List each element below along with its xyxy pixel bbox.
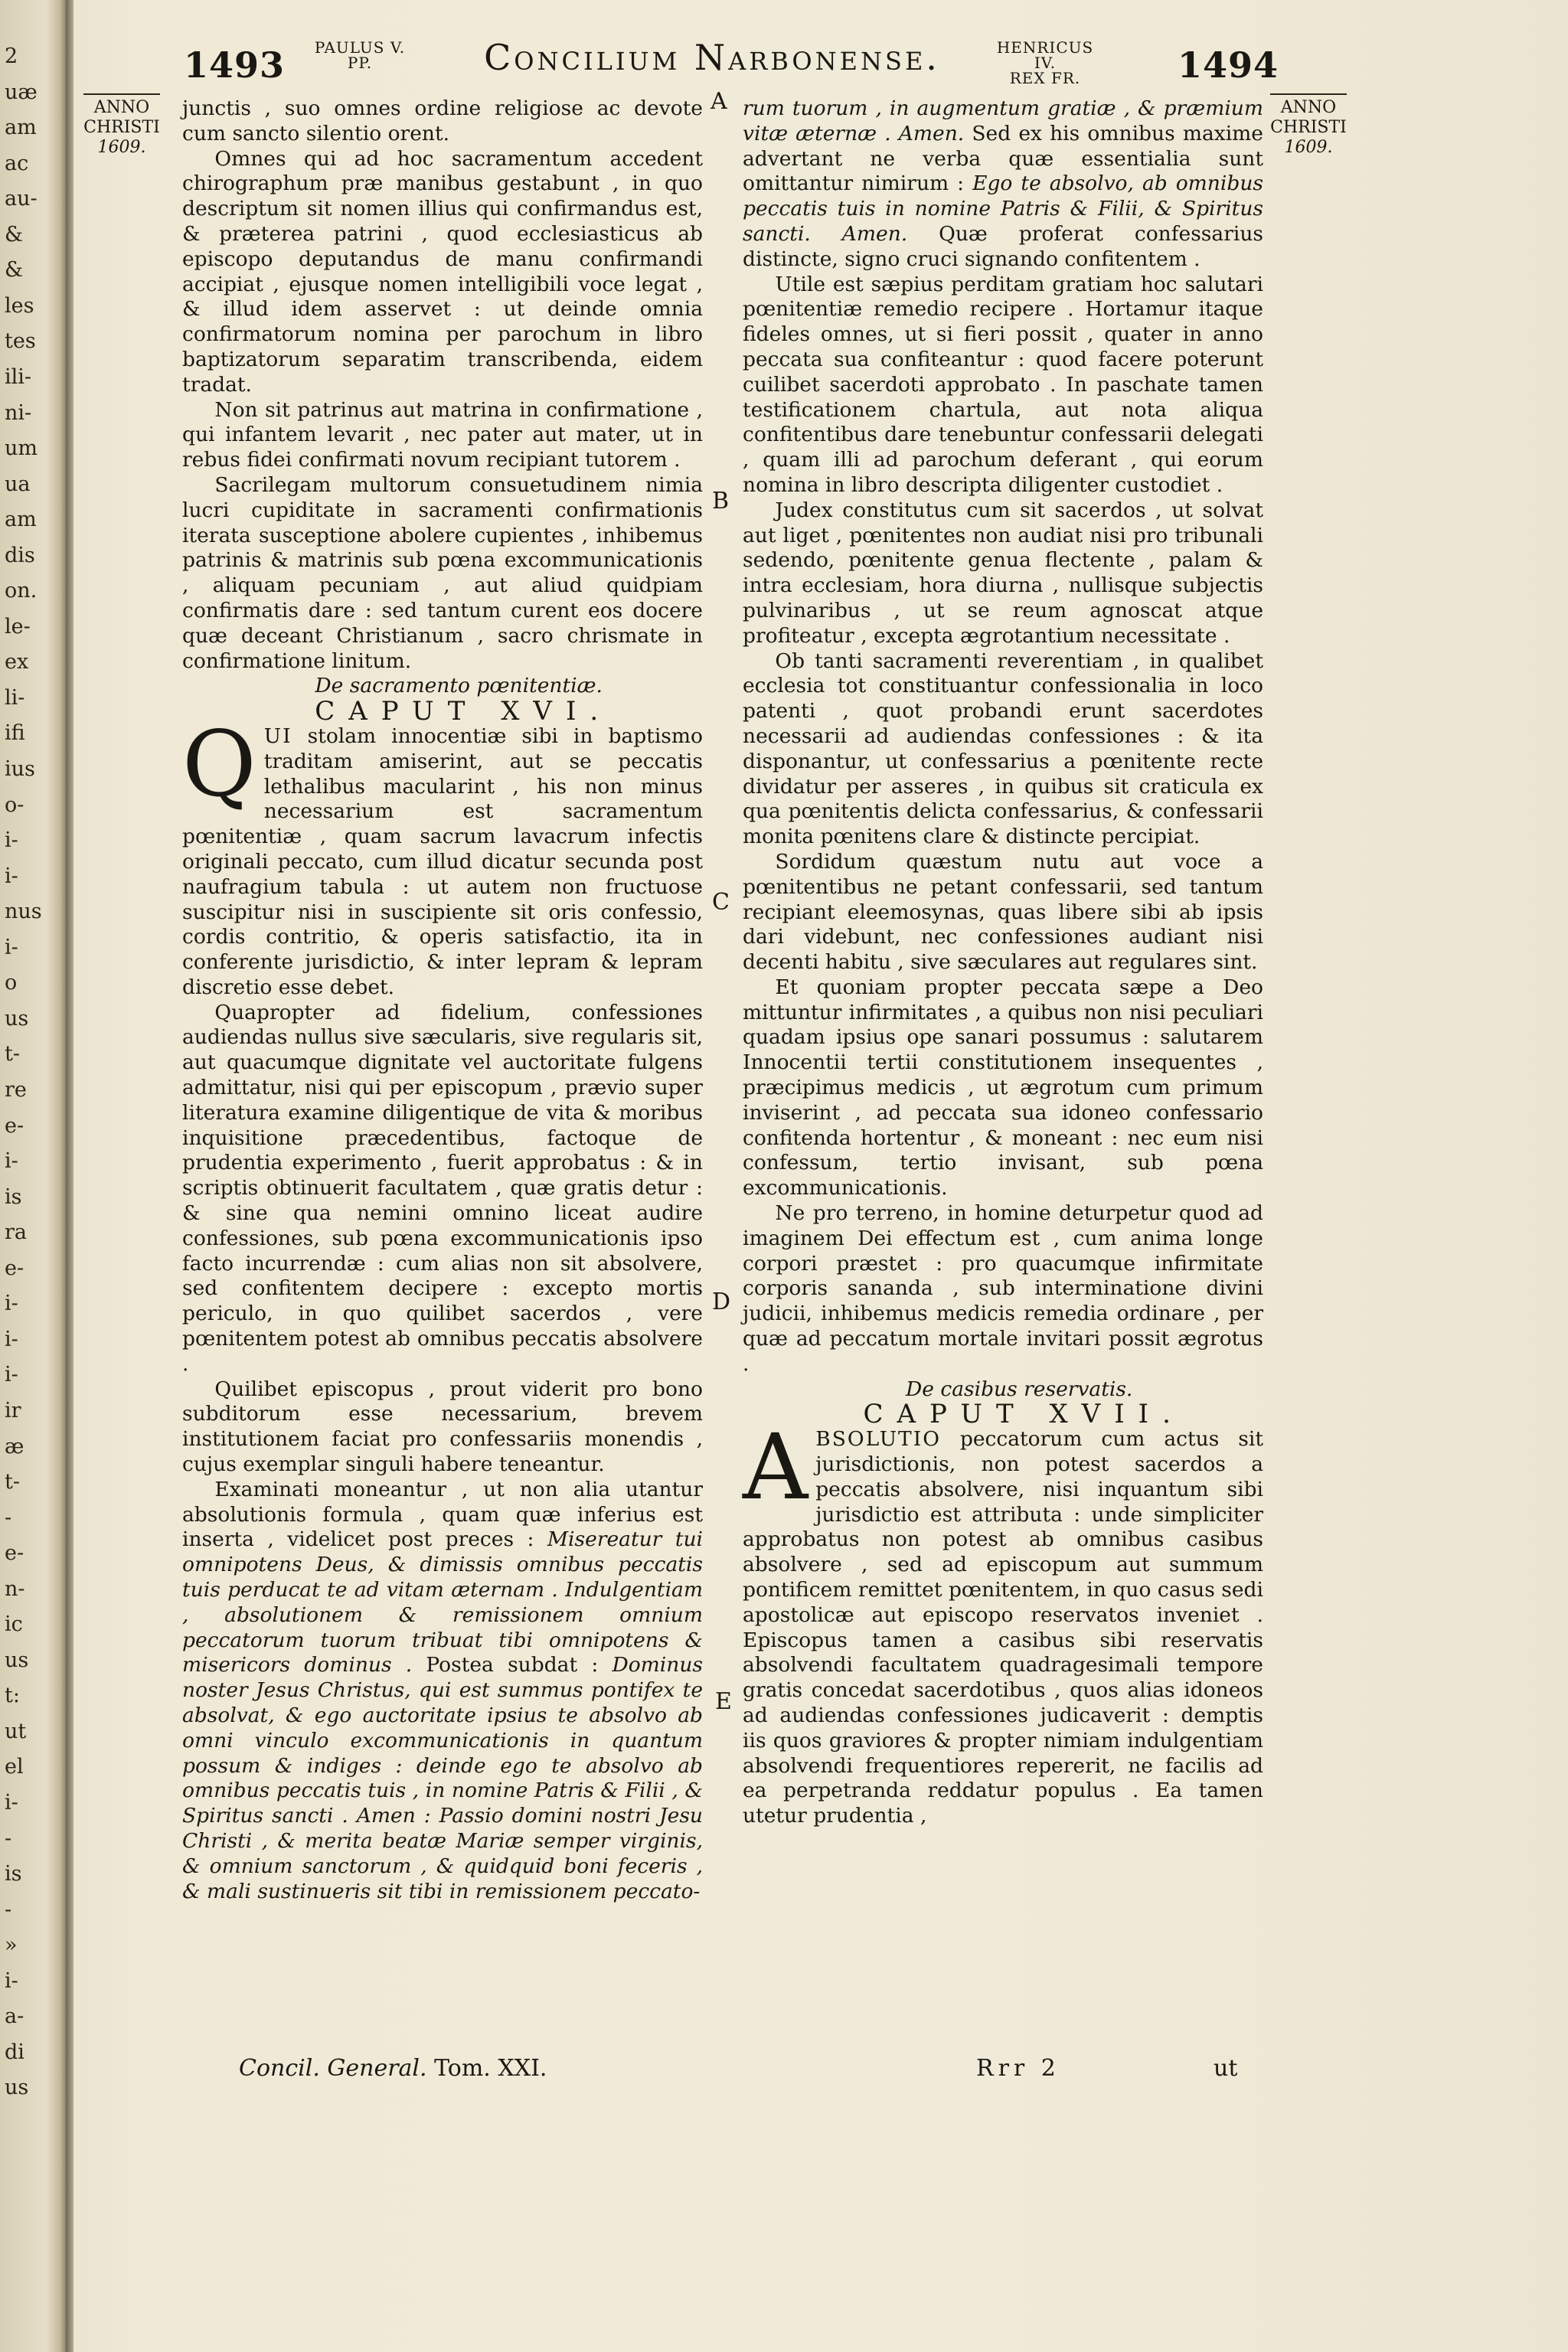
previous-page-fragment: ut <box>5 1720 27 1743</box>
previous-page-fragment: t: <box>5 1684 20 1707</box>
paragraph: QUI stolam innocentiæ sibi in baptismo traditam amiserint, aut se peccatis lethalibus macularint , his non minus necessarium est sacramentum pœnitentiæ , quam sacrum lavacrum infectis originali peccato, cum illud dicatur secunda post naufragium tabula : ut autem non fructuose suscipitur nisi in suscipiente sit oris confessio, cordis contritio, & operis satisfactio, ita in conferente jurisdictio, & inter lepram & lepram discretio esse debet. <box>182 710 703 999</box>
anno-christi-right: ANNO CHRISTI 1609. <box>1266 93 1351 158</box>
paragraph: junctis , suo omnes ordine religiose ac devote cum sancto silentio orent. <box>182 96 703 145</box>
chapter-heading: CAPUT XVI. <box>315 696 612 727</box>
footer-collection: Concil. General. Tom. XXI. <box>239 2055 547 2082</box>
margin-letter-c: C <box>712 889 730 916</box>
previous-page-fragment: o <box>5 971 18 995</box>
page-number-right: 1494 <box>1178 44 1279 86</box>
previous-page-fragment: i- <box>5 1149 18 1173</box>
drop-cap-letter: Q <box>182 710 256 817</box>
previous-page-fragment: - <box>5 1506 12 1530</box>
paragraph: Omnes qui ad hoc sacramentum accedent chirographum præ manibus gestabunt , in quo descriptum sit nomen illius qui confirmandus est, & præterea patrini , quod ecclesiasticus ab episcopo deputandus de manu confirmandi accipiat , ejusque nomen intelligibili voce legat , & illud idem asservet : ut deinde omnia confirmatorum nomina per parochum in libro baptizatorum separatim transcribenda, eidem tradat. <box>182 146 703 397</box>
page-number-left: 1493 <box>184 44 286 86</box>
king-heading: HENRICUS IV. REX FR. <box>996 38 1094 87</box>
previous-page-fragment: e- <box>5 1256 24 1280</box>
margin-letter-a: A <box>710 88 727 115</box>
previous-page-fragment: li- <box>5 686 25 710</box>
previous-page-fragment: ac <box>5 152 29 175</box>
paragraph: Quapropter ad fidelium, confessiones audiendas nullus sive sæcularis, sive regularis sit, aut quacumque dignitate vel auctoritate fulgens admittatur, nisi qui per episcopum , prævio super literatura examine diligentique de vita & moribus inquisitione præcedentibus, factoque de prudentia experimento , fuerit approbatus : & in scriptis obtinuerit facultatem , quæ gratis detur : & sine qua nemini omnino liceat audire confessiones, sub pœna excommunicationis ipso facto incurrendæ : cum alias non sit absolvere, sed confitentem decipere : excepto mortis periculo, in quo quilibet sacerdos , vere pœnitentem potest ab omnibus peccatis absolvere . <box>182 1000 703 1376</box>
paragraph: Et quoniam propter peccata sæpe a Deo mittuntur infirmitates , a quibus non nisi peculiari quadam ipsius ope sanari possumus : salutarem Innocentii tertii constitutionem insequentes , præcipimus medicis , ut ægrotum cum primum inviserint , ad peccata sua idoneo confessario confitenda hortentur , & moneant : nec eum nisi confessum, tertio invisant, sub pœna excommunicationis. <box>743 975 1263 1200</box>
previous-page-fragment: ra <box>5 1220 28 1244</box>
running-head <box>0 34 1568 87</box>
previous-page-fragment: & <box>5 258 24 282</box>
previous-page-edge <box>0 0 66 2352</box>
margin-letter-e: E <box>715 1688 732 1715</box>
previous-page-fragment: o- <box>5 793 24 817</box>
section-subtitle: De casibus reservatis. <box>906 1377 1133 1401</box>
previous-page-fragment: i- <box>5 1363 18 1387</box>
paragraph: Sacrilegam multorum consuetudinem nimia lucri cupiditate in sacramenti confirmationis iterata susceptione abolere cupientes , inhibemus patrinis & matrinis sub pœna excommunicationis , aliquam pecuniam , aut aliud quidpiam confirmatis dare : sed tantum curent eos docere quæ deceant Christianum , sacro chrismate in confirmatione linitum. <box>182 472 703 673</box>
previous-page-fragment: us <box>5 2076 29 2099</box>
previous-page-fragment: t- <box>5 1042 20 1066</box>
previous-page-fragment: les <box>5 294 34 318</box>
right-column <box>743 96 1263 1829</box>
paragraph: Examinati moneantur , ut non alia utantur absolutionis formula , quam quæ inferius est inserta , videlicet post preces : Misereatur tui omnipotens Deus, & dimissis omnibus peccatis tuis perducat te ad vitam æternam . Indulgentiam , absolutionem & remissionem omnium peccatorum tuorum tribuat tibi omnipotens & misericors dominus . Postea subdat : Dominus noster Jesus Christus, qui est summus pontifex te absolvat, & ego auctoritate ipsius te absolvo ab omni vinculo excommunicationis in quantum possum & indiges : deinde ego te absolvo ab omnibus peccatis tuis , in nomine Patris & Filii , & Spiritus sancti . Amen : Passio domini nostri Jesu Christi , & merita beatæ Mariæ semper virginis, & omnium sanctorum , & quidquid boni feceris , & mali sustinueris sit tibi in remissionem peccato- <box>182 1477 704 1903</box>
previous-page-fragment: dis <box>5 544 35 567</box>
previous-page-fragment: a- <box>5 2004 24 2028</box>
previous-page-fragment: - <box>5 1827 12 1851</box>
previous-page-fragment: & <box>5 223 24 247</box>
anno-christi-left: ANNO CHRISTI 1609. <box>80 93 164 158</box>
chapter-heading: CAPUT XVII. <box>863 1399 1184 1430</box>
previous-page-fragment: i- <box>5 864 18 888</box>
previous-page-fragment: nus <box>5 900 42 923</box>
drop-cap-letter: A <box>743 1414 808 1521</box>
signature-mark: Rrr 2 <box>976 2055 1060 2082</box>
previous-page-fragment: ex <box>5 650 29 674</box>
paragraph: Ob tanti sacramenti reverentiam , in qualibet ecclesia tot constituantur confessionalia in loco patenti , quot probandi erunt sacerdotes necessarii ad audiendas confessiones : & ita disponantur, ut confessarius a pœnitente recte dividatur per asseres , in quibus sit craticula ex qua pœnitentis delicta confessarius, & confessarii monita pœnitens clare & distincte percipiat. <box>743 648 1263 849</box>
previous-page-fragment: i- <box>5 1328 18 1351</box>
page-gutter <box>66 0 74 2352</box>
paragraph: ABSOLUTIO peccatorum cum actus sit jurisdictionis, non potest sacerdos a peccatis absolvere, nisi inquantum sibi jurisdictio est attributa : unde simpliciter approbatus non potest ab omnibus casibus absolvere , sed ad episcopum aut summum pontificem remittet pœnitentem, in quo casus sedi apostolicæ aut episcopo reservatos inveniet . Episcopus tamen a casibus sibi reservatis absolvendi facultatem quadragesimali tempore gratis concedat sacerdotibus , quos alias idoneos ad audiendas confessiones judicaverit : demptis iis quos graviores & propter nimiam indulgentiam absolvendi frequentiores repererit, ne facilis ad ea perpetranda reddatur populus . Ea tamen utetur prudentia , <box>743 1414 1263 1828</box>
paragraph: rum tuorum , in augmentum gratiæ , & præmium vitæ æternæ . Amen. Sed ex his omnibus maxime advertant ne verba quæ essentialia sunt omittantur nimirum : Ego te absolvo, ab omnibus peccatis tuis in nomine Patris & Filii, & Spiritus sancti. Amen. Quæ proferat confessarius distincte, signo cruci signando confitentem . <box>743 96 1264 271</box>
paragraph: Utile est sæpius perditam gratiam hoc salutari pœnitentiæ remedio recipere . Hortamur itaque fideles omnes, ut si fieri possit , quater in anno peccata sua confiteantur : quod facere poterunt cuilibet sacerdoti approbato . In paschate tamen testificationem chartula, aut nota aliqua confitentibus dare tenebuntur confessarii delegati , quam illi ad parochum deferant , qui eorum nomina in libro descripta diligenter custodiet . <box>743 272 1263 497</box>
previous-page-fragment: am <box>5 508 37 531</box>
previous-page-fragment: ili- <box>5 365 32 389</box>
previous-page-fragment: - <box>5 1898 12 1922</box>
paragraph: Quilibet episcopus , prout viderit pro bono subditorum esse necessarium, brevem institutionem faciat pro confessariis monendis , cujus exemplar singuli habere teneantur. <box>182 1377 703 1477</box>
previous-page-fragment: ni- <box>5 401 32 425</box>
margin-letter-b: B <box>712 488 730 514</box>
previous-page-fragment: ic <box>5 1612 23 1636</box>
previous-page-fragment: on. <box>5 579 38 603</box>
previous-page-fragment: i- <box>5 936 18 959</box>
previous-page-fragment: n- <box>5 1577 25 1601</box>
previous-page-fragment: us <box>5 1007 29 1031</box>
previous-page-fragment: i- <box>5 1791 18 1815</box>
pope-heading: PAULUS V. PP. <box>314 38 406 72</box>
previous-page-fragment: i- <box>5 828 18 852</box>
previous-page-fragment: is <box>5 1185 22 1209</box>
previous-page-fragment: uæ <box>5 80 38 104</box>
previous-page-fragment: au- <box>5 187 38 211</box>
previous-page-fragment: um <box>5 436 38 460</box>
catchword: ut <box>1214 2055 1238 2082</box>
previous-page-fragment: t- <box>5 1470 20 1494</box>
previous-page-fragment: di <box>5 2040 24 2064</box>
previous-page-fragment: us <box>5 1648 29 1672</box>
section-subtitle: De sacramento pœnitentiæ. <box>315 674 603 698</box>
previous-page-fragment: i- <box>5 1292 18 1315</box>
previous-page-fragment: æ <box>5 1435 24 1459</box>
previous-page-fragment: e- <box>5 1114 24 1138</box>
margin-letter-d: D <box>712 1289 731 1315</box>
previous-page-fragment: ir <box>5 1399 21 1423</box>
previous-page-fragment: le- <box>5 615 31 639</box>
previous-page-fragment: i- <box>5 1969 18 1993</box>
previous-page-fragment: 2 <box>5 44 18 68</box>
previous-page-fragment: ifi <box>5 721 25 745</box>
paragraph: Ne pro terreno, in homine deturpetur quod ad imaginem Dei effectum est , cum anima longe corpori præstet : pro quacumque infirmitate corporis sananda , sub interminatione divini judicii, inhibemus medicis remedia ordinare , per quæ ad peccatum mortale invitari possit ægrotus . <box>743 1201 1263 1376</box>
paragraph: Judex constitutus cum sit sacerdos , ut solvat aut liget , pœnitentes non audiat nisi pro tribunali sedendo, pœnitente genua flectente , palam & intra ecclesiam, hora diurna , nullisque subjectis pulvinaribus , ut se reum agnoscat atque profiteatur , excepta ægrotantium necessitate . <box>743 498 1263 648</box>
paragraph: Sordidum quæstum nutu aut voce a pœnitentibus ne petant confessarii, sed tantum recipiant eleemosynas, quas libere sibi ab ipsis dari videbunt, nec confessiones audiant nisi decenti habitu , sive sæculares aut regulares sint. <box>743 849 1263 975</box>
previous-page-fragment: re <box>5 1078 27 1102</box>
previous-page-fragment: el <box>5 1755 24 1779</box>
page-title: Concilium Narbonense. <box>484 37 940 78</box>
paragraph: Non sit patrinus aut matrina in confirmatione , qui infantem levarit , nec pater aut mater, ut in rebus fidei confirmati novum recipiant tutorem . <box>182 397 703 472</box>
previous-page-fragment: ua <box>5 472 31 496</box>
previous-page-fragment: tes <box>5 329 36 353</box>
previous-page-fragment: am <box>5 116 37 139</box>
previous-page-fragment: » <box>5 1933 18 1957</box>
previous-page-fragment: e- <box>5 1541 24 1565</box>
previous-page-fragment: is <box>5 1862 22 1886</box>
previous-page-fragment: ius <box>5 757 35 781</box>
left-column <box>182 96 703 1904</box>
